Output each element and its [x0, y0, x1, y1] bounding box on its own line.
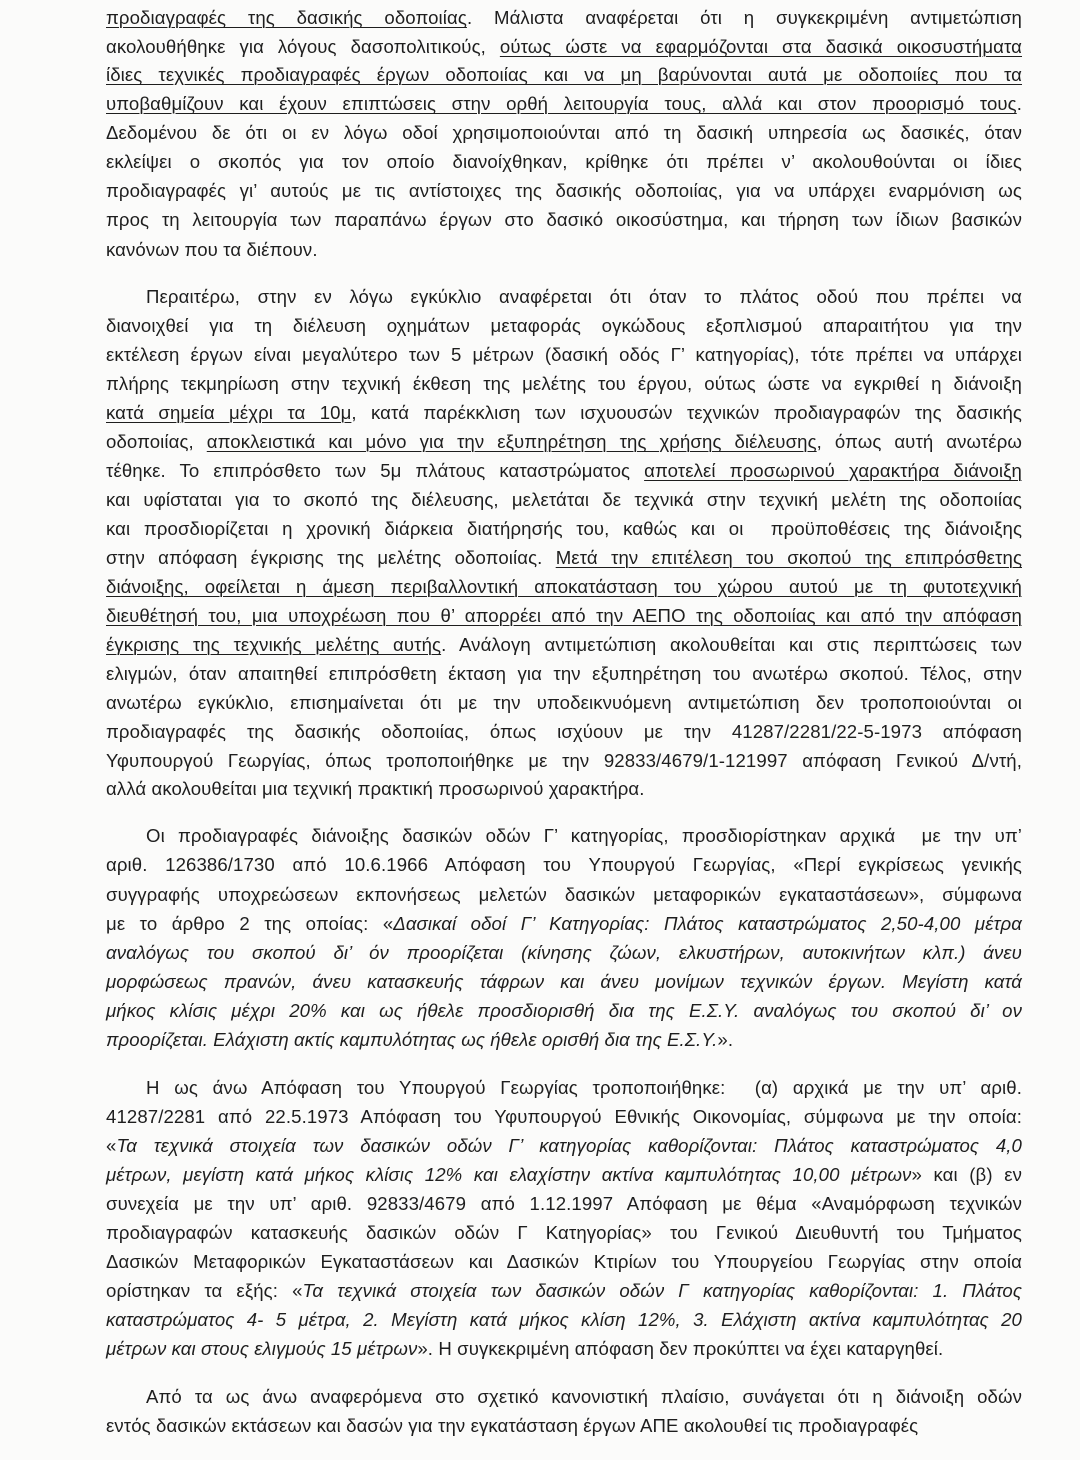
italic-quote-text: αναλόγως του σκοπού δι’ όν προορίζεται (κίνησης ζώων, ελκυστήρων, αυτοκινήτων κλπ.) άνευ — [106, 942, 1022, 963]
text-segment: » και (β) εν — [911, 1164, 1022, 1185]
underlined-text: έγκρισης της τεχνικής μελέτης αυτής — [106, 634, 442, 655]
text-segment: και υφίσταται για το σκοπό της διέλευσης, μελετάται δε τεχνικά στην τεχνική μελέτη της οδοποιίας — [106, 489, 1022, 510]
text-line — [106, 968, 1022, 996]
text-line — [106, 1219, 1022, 1247]
text-line — [106, 457, 1022, 485]
text-line — [146, 283, 1022, 311]
text-segment: αλλά ακολουθείται μια τεχνική πρακτική προσωρινού χαρακτήρα. — [106, 778, 645, 799]
text-segment: τέθηκε. Το επιπρόσθετο των 5μ πλάτους καταστρώματος — [106, 460, 645, 481]
text-line — [146, 822, 1022, 850]
text-line — [106, 660, 1022, 688]
text-segment: ». — [717, 1029, 734, 1050]
text-line — [106, 1103, 1022, 1131]
text-segment: ορίστηκαν τα εξής: « — [106, 1280, 303, 1301]
underlined-text: διάνοιξης, οφείλεται η άμεση περιβαλλοντική αποκατάσταση του χώρου αυτού με τη φυτοτεχνική — [106, 576, 1022, 597]
text-line — [106, 1132, 1022, 1160]
underlined-text: ίδιες τεχνικές προδιαγραφές έργων οδοποιίας και να μη βαρύνονται αυτά με οδοποιίες που τα — [106, 64, 1022, 85]
text-line — [106, 718, 1022, 746]
text-segment: Η ως άνω Απόφαση του Υπουργού Γεωργίας τροποποιήθηκε: (α) αρχικά με την υπ’ αριθ. — [146, 1077, 1022, 1098]
text-line — [106, 602, 1022, 630]
text-line — [146, 1074, 1022, 1102]
text-segment: Οι προδιαγραφές διάνοιξης δασικών οδών Γ’ κατηγορίας, προσδιορίστηκαν αρχικά με την υπ’ — [146, 825, 1022, 846]
text-segment: ελιγμών, όταν απαιτηθεί επιπρόσθετη έκταση για την εξυπηρέτηση του ανωτέρω σκοπού. Τέλος, στην — [106, 663, 1022, 684]
text-segment: ανωτέρω εγκύκλιο, επισημαίνεται ότι με την υποδεικνυόμενη αντιμετώπιση δεν τροποποιούνται οι — [106, 692, 1022, 713]
text-line — [106, 851, 1022, 879]
italic-quote-text: προορίζεται. Ελάχιστη ακτίς καμπυλότητας ως ήθελε ορισθή δια της Ε.Σ.Υ. — [106, 1029, 718, 1050]
italic-quote-text: Τα τεχνικά στοιχεία των δασικών οδών Γ’ κατηγορίας καθορίζονται: Πλάτος καταστρώματος 4,0 — [116, 1135, 1022, 1156]
text-line — [106, 119, 1022, 147]
text-line — [106, 399, 1022, 427]
text-line — [106, 4, 1022, 32]
text-segment: Υφυπουργού Γεωργίας, όπως τροποποιήθηκε με την 92833/4679/1-121997 απόφαση Γενικού Δ/ντή, — [106, 750, 1022, 771]
text-line — [106, 689, 1022, 717]
text-segment: ακολουθήθηκε για λόγους δασοπολιτικούς, — [106, 36, 500, 57]
underlined-text: κατά σημεία μέχρι τα 10μ — [106, 402, 352, 423]
underlined-text: αποτελεί προσωρινού χαρακτήρα διάνοιξη — [644, 460, 1022, 481]
text-segment: προδιαγραφές γι’ αυτούς με τις αντίστοιχες της δασικής οδοποιίας, για να υπάρχει εναρμόνιση ως — [106, 180, 1022, 201]
text-segment: προς τη λειτουργία των παραπάνω έργων στο δασικό οικοσύστημα, και τήρηση των ίδιων βασικών — [106, 209, 1022, 230]
text-line — [106, 33, 1022, 61]
text-segment: και προσδιορίζεται η χρονική διάρκεια διατήρησής του, καθώς και οι προϋποθέσεις της διάνοιξης — [106, 518, 1022, 539]
text-line — [106, 881, 1022, 909]
text-segment: , κατά παρέκκλιση των ισχυουσών τεχνικών προδιαγραφών της δασικής — [351, 402, 1022, 423]
text-line — [106, 747, 1022, 775]
text-segment: συνεχεία με την υπ’ αριθ. 92833/4679 από 1.12.1997 Απόφαση με θέμα «Αναμόρφωση τεχνικών — [106, 1193, 1022, 1214]
text-line — [106, 206, 1022, 234]
text-line — [106, 910, 1022, 938]
text-segment: ». Η συγκεκριμένη απόφαση δεν προκύπτει να έχει καταργηθεί. — [417, 1338, 944, 1359]
text-segment: « — [106, 1135, 117, 1156]
text-line — [106, 486, 1022, 514]
italic-quote-text: Τα τεχνικά στοιχεία των δασικών οδών Γ κατηγορίας καθορίζονται: 1. Πλάτος — [302, 1280, 1022, 1301]
text-segment: εκτέλεση έργων είναι μεγαλύτερο των 5 μέτρων (δασική οδός Γ’ κατηγορίας), τότε πρέπει να υπάρχει — [106, 344, 1022, 365]
text-segment: 41287/2281 από 22.5.1973 Απόφαση του Υφυπουργού Εθνικής Οικονομίας, σύμφωνα με την οποία: — [106, 1106, 1022, 1127]
text-segment: . — [1016, 93, 1022, 114]
italic-quote-text: μήκος κλίσις μέχρι 20% και ως ήθελε προσδιορισθή δια της Ε.Σ.Υ. αναλόγως του σκοπού δι’ ον — [106, 1000, 1022, 1021]
text-line — [106, 775, 1022, 803]
text-segment: προδιαγραφών κατασκευής δασικών οδών Γ Κατηγορίας» του Γενικού Διευθυντή του Τμήματος — [106, 1222, 1022, 1243]
text-line — [106, 1306, 1022, 1334]
underlined-text: υποβαθμίζουν και έχουν επιπτώσεις στην ορθή λειτουργία τους, αλλά και στον προορισμό τους — [106, 93, 1017, 114]
text-line — [146, 1383, 1022, 1411]
text-segment: . Ανάλογη αντιμετώπιση ακολουθείται και στις περιπτώσεις των — [441, 634, 1023, 655]
text-line — [106, 370, 1022, 398]
text-segment: συγγραφής υποχρεώσεων εκπονήσεως μελετών δασικών μεταφορικών εγκαταστάσεων», σύμφωνα — [106, 884, 1022, 905]
text-segment: οδοποιίας, — [106, 431, 207, 452]
text-segment: Από τα ως άνω αναφερόμενα στο σχετικό κανονιστική πλαίσιο, συνάγεται ότι η διάνοιξη οδών — [146, 1386, 1022, 1407]
text-line — [106, 428, 1022, 456]
text-segment: , όπως αυτή ανωτέρω — [816, 431, 1022, 452]
text-line — [106, 1026, 1022, 1054]
text-line — [106, 312, 1022, 340]
text-segment: με το άρθρο 2 της οποίας: « — [106, 913, 394, 934]
underlined-text: διευθέτησή του, μια υποχρέωση που θ’ απορρέει από την ΑΕΠΟ της οδοποιίας και από την απόφαση — [106, 605, 1022, 626]
underlined-text: ούτως ώστε να εφαρμόζονται στα δασικά οικοσυστήματα — [499, 36, 1023, 57]
text-segment: . Μάλιστα αναφέρεται ότι η συγκεκριμένη αντιμετώπιση — [466, 7, 1022, 28]
text-segment: Περαιτέρω, στην εν λόγω εγκύκλιο αναφέρεται ότι όταν το πλάτος οδού που πρέπει να — [146, 286, 1022, 307]
underlined-text: αποκλειστικά και μόνο για την εξυπηρέτηση της χρήσης διέλευσης — [206, 431, 817, 452]
text-line — [106, 1277, 1022, 1305]
text-line — [106, 1161, 1022, 1189]
text-line — [106, 236, 1022, 264]
text-line — [106, 1248, 1022, 1276]
text-line — [106, 997, 1022, 1025]
text-line — [106, 1335, 1022, 1363]
text-line — [106, 515, 1022, 543]
italic-quote-text: Δασικαί οδοί Γ’ Κατηγορίας: Πλάτος καταστρώματος 2,50-4,00 μέτρα — [393, 913, 1022, 934]
text-line — [106, 61, 1022, 89]
text-line — [106, 631, 1022, 659]
text-segment: εντός δασικών εκτάσεων και δασών για την εγκατάσταση έργων ΑΠΕ ακολουθεί τις προδιαγραφές — [106, 1415, 919, 1436]
text-segment: προδιαγραφές της δασικής οδοποιίας, όπως ισχύουν με την 41287/2281/22-5-1973 απόφαση — [106, 721, 1022, 742]
text-segment: διανοιχθεί για τη διέλευση οχημάτων μεταφοράς ογκώδους εξοπλισμού απαραιτήτου για την — [106, 315, 1022, 336]
text-line — [106, 341, 1022, 369]
text-line — [106, 544, 1022, 572]
text-segment: Δεδομένου δε ότι οι εν λόγω οδοί χρησιμοποιούνται από τη δασική υπηρεσία ως δασικές, όταν — [106, 122, 1022, 143]
text-line — [106, 573, 1022, 601]
text-line — [106, 1412, 1022, 1440]
italic-quote-text: μορφώσεως πρανών, άνευ κατασκευής τάφρων και άνευ μονίμων τεχνικών έργων. Μεγίστη κατά — [106, 971, 1022, 992]
text-segment: αριθ. 126386/1730 από 10.6.1966 Απόφαση του Υπουργού Γεωργίας, «Περί εγκρίσεως γενικής — [106, 854, 1022, 875]
text-line — [106, 148, 1022, 176]
text-line — [106, 1190, 1022, 1218]
text-segment: Δασικών Μεταφορικών Εγκαταστάσεων και Δασικών Κτιρίων του Υπουργείου Γεωργίας στην οποία — [106, 1251, 1022, 1272]
underlined-text: Μετά την επιτέλεση του σκοπού της επιπρόσθετης — [555, 547, 1022, 568]
italic-quote-text: καταστρώματος 4- 5 μέτρα, 2. Μεγίστη κατά μήκος κλίση 12%, 3. Ελάχιστη ακτίνα καμπυλότητας 20 — [106, 1309, 1022, 1330]
text-line — [106, 939, 1022, 967]
text-segment: στην απόφαση έγκρισης της μελέτης οδοποιίας. — [106, 547, 556, 568]
underlined-text: προδιαγραφές της δασικής οδοποιίας — [106, 7, 467, 28]
text-segment: κανόνων που τα διέπουν. — [106, 239, 318, 260]
italic-quote-text: μέτρων και στους ελιγμούς 15 μέτρων — [106, 1338, 418, 1359]
text-line — [106, 90, 1022, 118]
italic-quote-text: μέτρων, μεγίστη κατά μήκος κλίσις 12% και ελαχίστην ακτίνα καμπυλότητας 10,00 μέτρων — [106, 1164, 912, 1185]
text-segment: εκλείψει ο σκοπός για τον οποίο διανοίχθηκαν, κρίθηκε ότι πρέπει ν’ ακολουθούνται οι ίδιες — [106, 151, 1022, 172]
text-line — [106, 177, 1022, 205]
text-segment: πλήρης τεκμηρίωση στην τεχνική έκθεση της μελέτης του έργου, ούτως ώστε να εγκριθεί η διάνοιξη — [106, 373, 1022, 394]
